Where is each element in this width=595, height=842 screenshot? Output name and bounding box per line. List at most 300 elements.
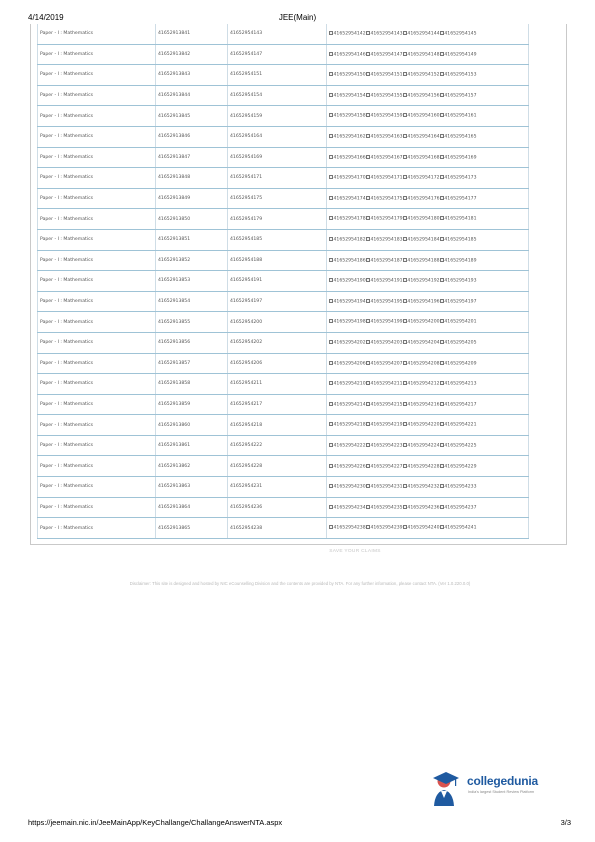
- table-row: [38, 209, 529, 230]
- checkbox-icon[interactable]: [329, 443, 333, 447]
- option-checkbox[interactable]: [329, 278, 366, 284]
- option-id-label: 41652954204: [407, 340, 440, 346]
- subject-cell: Paper - I : Mathematics: [38, 271, 156, 292]
- option-checkbox[interactable]: [440, 237, 477, 243]
- option-id-label: 41652954154: [333, 93, 366, 99]
- option-id-label: 41652954207: [370, 361, 403, 367]
- option-id-label: 41652954217: [444, 402, 477, 408]
- option-checkbox[interactable]: [440, 134, 477, 140]
- option-checkbox[interactable]: [329, 402, 366, 408]
- option-checkbox[interactable]: [403, 278, 440, 284]
- option-checkboxes-cell: [327, 126, 529, 147]
- checkbox-icon[interactable]: [329, 113, 333, 117]
- option-checkbox[interactable]: [366, 464, 403, 470]
- option-id-label: 41652954192: [407, 278, 440, 284]
- option-checkbox[interactable]: [403, 484, 440, 490]
- table-row: [38, 106, 529, 127]
- option-checkbox[interactable]: [366, 52, 403, 58]
- option-checkbox[interactable]: [366, 525, 403, 531]
- answer-id-cell: 41652954222: [228, 435, 327, 456]
- option-id-label: 41652954151: [370, 72, 403, 78]
- option-checkboxes-cell: [327, 332, 529, 353]
- table-row: [38, 518, 529, 539]
- option-checkbox[interactable]: [366, 155, 403, 161]
- option-id-label: 41652954145: [444, 31, 477, 37]
- answer-id-cell: 41652954188: [228, 250, 327, 271]
- option-id-label: 41652954150: [333, 72, 366, 78]
- option-checkbox[interactable]: [440, 361, 477, 367]
- option-checkbox[interactable]: [440, 258, 477, 264]
- option-id-label: 41652954180: [407, 216, 440, 222]
- option-checkbox[interactable]: [366, 237, 403, 243]
- table-row: [38, 456, 529, 477]
- option-checkbox[interactable]: [329, 155, 366, 161]
- option-checkbox[interactable]: [366, 278, 403, 284]
- option-checkbox[interactable]: [440, 93, 477, 99]
- question-id-cell: 41652913858: [156, 374, 228, 395]
- table-row: [38, 168, 529, 189]
- option-checkbox[interactable]: [366, 505, 403, 511]
- option-id-label: 41652954195: [370, 299, 403, 305]
- option-id-label: 41652954179: [370, 216, 403, 222]
- question-id-cell: 41652913843: [156, 65, 228, 86]
- option-id-label: 41652954238: [333, 525, 366, 531]
- checkbox-icon[interactable]: [329, 361, 333, 365]
- option-checkbox[interactable]: [366, 93, 403, 99]
- option-checkbox[interactable]: [329, 505, 366, 511]
- answer-id-cell: 41652954217: [228, 394, 327, 415]
- answer-id-cell: 41652954231: [228, 477, 327, 498]
- option-checkbox[interactable]: [440, 525, 477, 531]
- question-id-cell: 41652913863: [156, 477, 228, 498]
- option-id-label: 41652954148: [407, 52, 440, 58]
- subject-cell: Paper - I : Mathematics: [38, 415, 156, 436]
- table-row: [38, 477, 529, 498]
- option-id-label: 41652954222: [333, 443, 366, 449]
- checkbox-icon[interactable]: [329, 340, 333, 344]
- option-id-label: 41652954175: [370, 196, 403, 202]
- option-id-label: 41652954172: [407, 175, 440, 181]
- watermark-name: collegedunia: [467, 774, 538, 788]
- answer-id-cell: 41652954143: [228, 24, 327, 44]
- option-checkbox[interactable]: [329, 443, 366, 449]
- answer-id-cell: 41652954147: [228, 44, 327, 65]
- option-id-label: 41652954159: [370, 113, 403, 119]
- option-checkboxes-cell: [327, 271, 529, 292]
- option-checkbox[interactable]: [329, 237, 366, 243]
- option-id-label: 41652954149: [444, 52, 477, 58]
- page-url: https://jeemain.nic.in/JeeMainApp/KeyChallange/ChallangeAnswerNTA.aspx: [28, 818, 283, 827]
- subject-cell: Paper - I : Mathematics: [38, 497, 156, 518]
- option-checkbox[interactable]: [440, 175, 477, 181]
- subject-cell: Paper - I : Mathematics: [38, 394, 156, 415]
- subject-cell: Paper - I : Mathematics: [38, 209, 156, 230]
- option-checkbox[interactable]: [366, 402, 403, 408]
- option-checkbox[interactable]: [403, 237, 440, 243]
- option-checkbox[interactable]: [366, 216, 403, 222]
- checkbox-icon[interactable]: [329, 299, 333, 303]
- answer-id-cell: 41652954191: [228, 271, 327, 292]
- answer-id-cell: 41652954164: [228, 126, 327, 147]
- option-id-label: 41652954190: [333, 278, 366, 284]
- option-id-label: 41652954189: [444, 258, 477, 264]
- option-checkbox[interactable]: [329, 113, 366, 119]
- option-checkbox[interactable]: [403, 216, 440, 222]
- question-id-cell: 41652913854: [156, 291, 228, 312]
- option-id-label: 41652954143: [370, 31, 403, 37]
- option-id-label: 41652954146: [333, 52, 366, 58]
- option-id-label: 41652954142: [333, 31, 366, 37]
- answer-id-cell: 41652954228: [228, 456, 327, 477]
- option-checkbox[interactable]: [366, 299, 403, 305]
- option-checkboxes-cell: [327, 209, 529, 230]
- option-id-label: 41652954163: [370, 134, 403, 140]
- collegedunia-watermark: [431, 768, 571, 808]
- table-row: [38, 229, 529, 250]
- option-checkbox[interactable]: [440, 155, 477, 161]
- table-row: [38, 85, 529, 106]
- print-date: 4/14/2019: [28, 13, 64, 22]
- table-row: [38, 353, 529, 374]
- option-id-label: 41652954211: [370, 381, 403, 387]
- checkbox-icon[interactable]: [329, 134, 333, 138]
- option-id-label: 41652954226: [333, 464, 366, 470]
- table-row: [38, 271, 529, 292]
- option-id-label: 41652954178: [333, 216, 366, 222]
- option-id-label: 41652954224: [407, 443, 440, 449]
- option-checkboxes-cell: [327, 394, 529, 415]
- table-row: [38, 374, 529, 395]
- option-checkbox[interactable]: [403, 299, 440, 305]
- subject-cell: Paper - I : Mathematics: [38, 291, 156, 312]
- checkbox-icon[interactable]: [329, 216, 333, 220]
- option-checkbox[interactable]: [366, 340, 403, 346]
- option-checkbox[interactable]: [403, 155, 440, 161]
- option-checkbox[interactable]: [403, 443, 440, 449]
- option-checkbox[interactable]: [329, 196, 366, 202]
- answer-id-cell: 41652954169: [228, 147, 327, 168]
- subject-cell: Paper - I : Mathematics: [38, 229, 156, 250]
- option-checkbox[interactable]: [440, 216, 477, 222]
- checkbox-icon[interactable]: [329, 31, 333, 35]
- option-id-label: 41652954237: [444, 505, 477, 511]
- option-id-label: 41652954188: [407, 258, 440, 264]
- option-checkbox[interactable]: [366, 175, 403, 181]
- subject-cell: Paper - I : Mathematics: [38, 85, 156, 106]
- option-checkbox[interactable]: [403, 422, 440, 428]
- option-id-label: 41652954183: [370, 237, 403, 243]
- option-id-label: 41652954169: [444, 155, 477, 161]
- option-checkbox[interactable]: [403, 381, 440, 387]
- option-checkbox[interactable]: [440, 505, 477, 511]
- option-checkbox[interactable]: [403, 361, 440, 367]
- question-id-cell: 41652913846: [156, 126, 228, 147]
- option-id-label: 41652954218: [333, 422, 366, 428]
- option-id-label: 41652954230: [333, 484, 366, 490]
- option-id-label: 41652954193: [444, 278, 477, 284]
- option-checkbox[interactable]: [329, 93, 366, 99]
- question-id-cell: 41652913859: [156, 394, 228, 415]
- option-id-label: 41652954165: [444, 134, 477, 140]
- option-id-label: 41652954194: [333, 299, 366, 305]
- option-checkbox[interactable]: [403, 340, 440, 346]
- option-checkbox[interactable]: [440, 278, 477, 284]
- option-checkboxes-cell: [327, 374, 529, 395]
- answer-id-cell: 41652954200: [228, 312, 327, 333]
- checkbox-icon[interactable]: [329, 93, 333, 97]
- answer-id-cell: 41652954185: [228, 229, 327, 250]
- page-number: 3/3: [560, 818, 571, 827]
- option-checkbox[interactable]: [366, 113, 403, 119]
- checkbox-icon[interactable]: [329, 72, 333, 76]
- table-row: [38, 394, 529, 415]
- option-id-label: 41652954174: [333, 196, 366, 202]
- option-checkbox[interactable]: [366, 443, 403, 449]
- option-checkboxes-cell: [327, 188, 529, 209]
- answer-key-rows: [38, 24, 529, 538]
- option-checkbox[interactable]: [440, 422, 477, 428]
- option-checkbox[interactable]: [403, 31, 440, 37]
- option-id-label: 41652954186: [333, 258, 366, 264]
- option-checkbox[interactable]: [403, 72, 440, 78]
- checkbox-icon[interactable]: [329, 464, 333, 468]
- option-id-label: 41652954216: [407, 402, 440, 408]
- option-checkbox[interactable]: [440, 402, 477, 408]
- option-checkbox[interactable]: [329, 464, 366, 470]
- option-checkbox[interactable]: [440, 340, 477, 346]
- option-checkbox[interactable]: [329, 299, 366, 305]
- option-checkbox[interactable]: [366, 484, 403, 490]
- option-checkbox[interactable]: [403, 113, 440, 119]
- option-id-label: 41652954157: [444, 93, 477, 99]
- option-id-label: 41652954167: [370, 155, 403, 161]
- option-checkboxes-cell: [327, 312, 529, 333]
- option-checkbox[interactable]: [329, 258, 366, 264]
- option-checkbox[interactable]: [403, 525, 440, 531]
- subject-cell: Paper - I : Mathematics: [38, 353, 156, 374]
- option-id-label: 41652954156: [407, 93, 440, 99]
- option-id-label: 41652954196: [407, 299, 440, 305]
- checkbox-icon[interactable]: [329, 52, 333, 56]
- option-checkboxes-cell: [327, 250, 529, 271]
- option-id-label: 41652954168: [407, 155, 440, 161]
- question-id-cell: 41652913845: [156, 106, 228, 127]
- answer-key-table: [37, 24, 529, 539]
- option-checkbox[interactable]: [366, 361, 403, 367]
- option-id-label: 41652954236: [407, 505, 440, 511]
- table-row: [38, 312, 529, 333]
- option-checkbox[interactable]: [403, 258, 440, 264]
- option-checkboxes-cell: [327, 106, 529, 127]
- answer-id-cell: 41652954179: [228, 209, 327, 230]
- subject-cell: Paper - I : Mathematics: [38, 44, 156, 65]
- page-title: JEE(Main): [278, 13, 317, 22]
- option-checkbox[interactable]: [403, 134, 440, 140]
- option-checkbox[interactable]: [403, 196, 440, 202]
- option-id-label: 41652954239: [370, 525, 403, 531]
- option-checkbox[interactable]: [403, 505, 440, 511]
- table-row: [38, 332, 529, 353]
- option-checkbox[interactable]: [440, 464, 477, 470]
- answer-id-cell: 41652954171: [228, 168, 327, 189]
- option-id-label: 41652954220: [407, 422, 440, 428]
- option-checkboxes-cell: [327, 24, 529, 44]
- option-id-label: 41652954223: [370, 443, 403, 449]
- subject-cell: Paper - I : Mathematics: [38, 188, 156, 209]
- option-checkbox[interactable]: [440, 443, 477, 449]
- question-id-cell: 41652913861: [156, 435, 228, 456]
- option-id-label: 41652954177: [444, 196, 477, 202]
- option-id-label: 41652954166: [333, 155, 366, 161]
- option-checkbox[interactable]: [329, 340, 366, 346]
- option-checkbox[interactable]: [329, 216, 366, 222]
- option-id-label: 41652954240: [407, 525, 440, 531]
- option-checkbox[interactable]: [440, 72, 477, 78]
- option-checkbox[interactable]: [366, 134, 403, 140]
- option-checkbox[interactable]: [366, 319, 403, 325]
- option-id-label: 41652954147: [370, 52, 403, 58]
- checkbox-icon[interactable]: [329, 278, 333, 282]
- option-checkbox[interactable]: [366, 72, 403, 78]
- option-checkboxes-cell: [327, 168, 529, 189]
- option-checkbox[interactable]: [329, 175, 366, 181]
- table-row: [38, 250, 529, 271]
- option-checkboxes-cell: [327, 456, 529, 477]
- option-checkbox[interactable]: [403, 93, 440, 99]
- answer-id-cell: 41652954211: [228, 374, 327, 395]
- option-checkbox[interactable]: [440, 113, 477, 119]
- option-checkbox[interactable]: [329, 319, 366, 325]
- subject-cell: Paper - I : Mathematics: [38, 518, 156, 539]
- subject-cell: Paper - I : Mathematics: [38, 147, 156, 168]
- option-checkbox[interactable]: [329, 52, 366, 58]
- option-checkbox[interactable]: [329, 381, 366, 387]
- option-checkbox[interactable]: [329, 525, 366, 531]
- option-checkbox[interactable]: [440, 52, 477, 58]
- option-checkbox[interactable]: [440, 381, 477, 387]
- subject-cell: Paper - I : Mathematics: [38, 374, 156, 395]
- option-checkboxes-cell: [327, 65, 529, 86]
- option-id-label: 41652954160: [407, 113, 440, 119]
- option-id-label: 41652954164: [407, 134, 440, 140]
- option-checkbox[interactable]: [329, 72, 366, 78]
- checkbox-icon[interactable]: [329, 402, 333, 406]
- option-id-label: 41652954170: [333, 175, 366, 181]
- question-id-cell: 41652913847: [156, 147, 228, 168]
- option-checkbox[interactable]: [329, 31, 366, 37]
- option-id-label: 41652954162: [333, 134, 366, 140]
- question-id-cell: 41652913856: [156, 332, 228, 353]
- option-id-label: 41652954232: [407, 484, 440, 490]
- subject-cell: Paper - I : Mathematics: [38, 332, 156, 353]
- question-id-cell: 41652913862: [156, 456, 228, 477]
- option-id-label: 41652954153: [444, 72, 477, 78]
- checkbox-icon[interactable]: [329, 422, 333, 426]
- subject-cell: Paper - I : Mathematics: [38, 168, 156, 189]
- option-checkbox[interactable]: [329, 484, 366, 490]
- option-checkbox[interactable]: [440, 196, 477, 202]
- option-checkbox[interactable]: [440, 319, 477, 325]
- checkbox-icon[interactable]: [329, 175, 333, 179]
- option-checkbox[interactable]: [329, 361, 366, 367]
- option-checkbox[interactable]: [440, 31, 477, 37]
- subject-cell: Paper - I : Mathematics: [38, 250, 156, 271]
- table-row: [38, 415, 529, 436]
- watermark-tagline: India's largest Student Review Platform: [468, 790, 535, 794]
- answer-id-cell: 41652954197: [228, 291, 327, 312]
- option-checkbox[interactable]: [403, 319, 440, 325]
- option-checkbox[interactable]: [440, 299, 477, 305]
- checkbox-icon[interactable]: [329, 381, 333, 385]
- answer-id-cell: 41652954151: [228, 65, 327, 86]
- option-checkbox[interactable]: [403, 52, 440, 58]
- table-row: [38, 435, 529, 456]
- table-row: [38, 291, 529, 312]
- option-id-label: 41652954182: [333, 237, 366, 243]
- option-id-label: 41652954215: [370, 402, 403, 408]
- option-checkbox[interactable]: [366, 196, 403, 202]
- option-id-label: 41652954229: [444, 464, 477, 470]
- graduate-icon: [431, 768, 461, 808]
- option-id-label: 41652954173: [444, 175, 477, 181]
- checkbox-icon[interactable]: [329, 505, 333, 509]
- answer-id-cell: 41652954236: [228, 497, 327, 518]
- question-id-cell: 41652913850: [156, 209, 228, 230]
- option-id-label: 41652954203: [370, 340, 403, 346]
- option-checkbox[interactable]: [403, 464, 440, 470]
- checkbox-icon[interactable]: [329, 258, 333, 262]
- checkbox-icon[interactable]: [329, 196, 333, 200]
- option-id-label: 41652954235: [370, 505, 403, 511]
- option-id-label: 41652954225: [444, 443, 477, 449]
- checkbox-icon[interactable]: [329, 155, 333, 159]
- option-checkbox[interactable]: [329, 134, 366, 140]
- option-id-label: 41652954206: [333, 361, 366, 367]
- option-id-label: 41652954161: [444, 113, 477, 119]
- question-id-cell: 41652913851: [156, 229, 228, 250]
- subject-cell: Paper - I : Mathematics: [38, 65, 156, 86]
- option-checkbox[interactable]: [440, 484, 477, 490]
- option-checkbox[interactable]: [403, 175, 440, 181]
- checkbox-icon[interactable]: [329, 237, 333, 241]
- option-checkbox[interactable]: [366, 422, 403, 428]
- option-id-label: 41652954187: [370, 258, 403, 264]
- table-row: [38, 24, 529, 44]
- option-checkboxes-cell: [327, 435, 529, 456]
- checkbox-icon[interactable]: [329, 525, 333, 529]
- option-checkbox[interactable]: [329, 422, 366, 428]
- option-checkbox[interactable]: [366, 381, 403, 387]
- option-checkbox[interactable]: [403, 402, 440, 408]
- checkbox-icon[interactable]: [329, 319, 333, 323]
- question-id-cell: 41652913857: [156, 353, 228, 374]
- option-checkbox[interactable]: [366, 258, 403, 264]
- option-checkbox[interactable]: [366, 31, 403, 37]
- question-id-cell: 41652913864: [156, 497, 228, 518]
- table-row: [38, 497, 529, 518]
- option-id-label: 41652954219: [370, 422, 403, 428]
- option-id-label: 41652954201: [444, 319, 477, 325]
- question-id-cell: 41652913841: [156, 24, 228, 44]
- option-checkboxes-cell: [327, 147, 529, 168]
- save-claims-button[interactable]: SAVE YOUR CLAIMS: [329, 549, 381, 554]
- option-id-label: 41652954152: [407, 72, 440, 78]
- question-id-cell: 41652913853: [156, 271, 228, 292]
- checkbox-icon[interactable]: [329, 484, 333, 488]
- option-id-label: 41652954213: [444, 381, 477, 387]
- option-id-label: 41652954212: [407, 381, 440, 387]
- option-id-label: 41652954200: [407, 319, 440, 325]
